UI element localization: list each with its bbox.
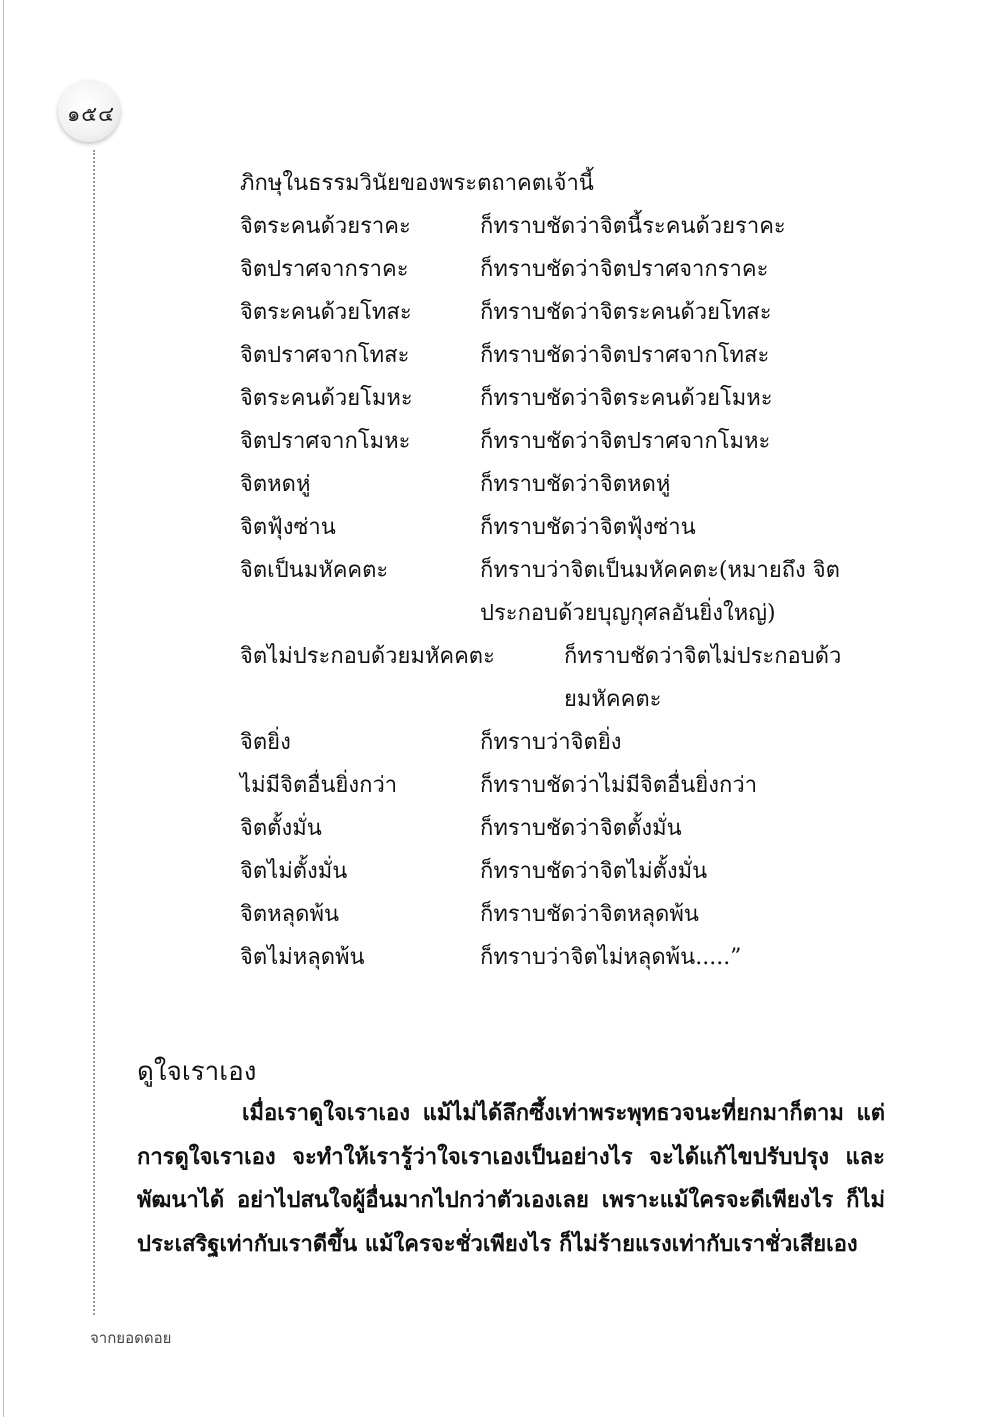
row-left: จิตปราศจากราคะ bbox=[240, 257, 409, 282]
quote-row bbox=[240, 850, 940, 893]
quote-row bbox=[240, 334, 940, 377]
quote-intro: ภิกษุในธรรมวินัยของพระตถาคตเจ้านี้ bbox=[240, 171, 594, 196]
section-title: ดูใจเราเอง bbox=[137, 1056, 257, 1087]
row-left: จิตหดหู่ bbox=[240, 472, 311, 497]
quote-row bbox=[240, 291, 940, 334]
quote-block bbox=[240, 162, 940, 979]
row-right: ก็ทราบชัดว่าจิตปราศจากราคะ bbox=[480, 257, 769, 282]
quote-row bbox=[240, 807, 940, 850]
row-left: ไม่มีจิตอื่นยิ่งกว่า bbox=[240, 773, 398, 798]
quote-row bbox=[240, 205, 940, 248]
quote-row bbox=[240, 377, 940, 420]
row-right: ก็ทราบชัดว่าจิตปราศจากโทสะ bbox=[480, 343, 770, 368]
row-left: จิตระคนด้วยราคะ bbox=[240, 214, 411, 239]
row-right: ก็ทราบชัดว่าจิตหดหู่ bbox=[480, 472, 671, 497]
row-right: ก็ทราบชัดว่าจิตไม่ประกอบด้วยมหัคคตะ bbox=[564, 644, 842, 712]
row-right: ก็ทราบว่าจิตยิ่ง bbox=[480, 730, 622, 755]
row-right: ก็ทราบชัดว่าไม่มีจิตอื่นยิ่งกว่า bbox=[480, 773, 758, 798]
row-left: จิตไม่หลุดพ้น bbox=[240, 945, 365, 970]
quote-row bbox=[240, 936, 940, 979]
footer-book-title: จากยอดดอย bbox=[90, 1329, 172, 1347]
body-paragraph: เมื่อเราดูใจเราเอง แม้ไม่ได้ลึกซึ้งเท่าพระพุทธวจนะที่ยกมาก็ตาม แต่การดูใจเราเอง จะทำให้เรารู้ว่าใจเราเองเป็นอย่างไร จะได้แก้ไขปรับปรุง และพัฒนาได้ อย่าไปสนใจผู้อื่นมากไปกว่าตัวเองเลย เพราะแม้ใครจะดีเพียงไร ก็ไม่ประเสริฐเท่ากับเราดีขึ้น แม้ใครจะชั่วเพียงไร ก็ไม่ร้ายแรงเท่ากับเราชั่วเสียเอง bbox=[137, 1100, 885, 1257]
row-right: ก็ทราบว่าจิตเป็นมหัคคตะ(หมายถึง จิตประกอบด้วยบุญกุศลอันยิ่งใหญ่) bbox=[480, 558, 840, 626]
quote-row bbox=[240, 420, 940, 463]
dotted-margin-rule bbox=[93, 150, 95, 1315]
row-left: จิตหลุดพ้น bbox=[240, 902, 339, 927]
row-left: จิตระคนด้วยโมหะ bbox=[240, 386, 413, 411]
row-right: ก็ทราบชัดว่าจิตระคนด้วยโมหะ bbox=[480, 386, 773, 411]
row-left: จิตไม่ประกอบด้วยมหัคคตะ bbox=[240, 644, 495, 669]
row-right: ก็ทราบชัดว่าจิตไม่ตั้งมั่น bbox=[480, 859, 708, 884]
row-left: จิตเป็นมหัคคตะ bbox=[240, 558, 389, 583]
row-right: ก็ทราบชัดว่าจิตระคนด้วยโทสะ bbox=[480, 300, 772, 325]
row-right: ก็ทราบว่าจิตไม่หลุดพ้น.....” bbox=[480, 945, 742, 970]
quote-row bbox=[240, 248, 940, 291]
row-right: ก็ทราบชัดว่าจิตหลุดพ้น bbox=[480, 902, 699, 927]
row-right: ก็ทราบชัดว่าจิตปราศจากโมหะ bbox=[480, 429, 771, 454]
page-edge-line bbox=[3, 0, 4, 1417]
row-left: จิตยิ่ง bbox=[240, 730, 291, 755]
row-left: จิตปราศจากโทสะ bbox=[240, 343, 410, 368]
quote-row bbox=[240, 764, 940, 807]
row-left: จิตปราศจากโมหะ bbox=[240, 429, 411, 454]
quote-row bbox=[240, 635, 940, 721]
quote-row bbox=[240, 463, 940, 506]
row-left: จิตระคนด้วยโทสะ bbox=[240, 300, 412, 325]
quote-row bbox=[240, 506, 940, 549]
row-right: ก็ทราบชัดว่าจิตตั้งมั่น bbox=[480, 816, 682, 841]
page-number: ๑๕๔ bbox=[66, 102, 116, 126]
row-left: จิตไม่ตั้งมั่น bbox=[240, 859, 348, 884]
quote-row bbox=[240, 549, 940, 635]
row-right: ก็ทราบชัดว่าจิตนี้ระคนด้วยราคะ bbox=[480, 214, 786, 239]
row-left: จิตฟุ้งซ่าน bbox=[240, 515, 336, 540]
row-right: ก็ทราบชัดว่าจิตฟุ้งซ่าน bbox=[480, 515, 696, 540]
quote-row bbox=[240, 893, 940, 936]
row-left: จิตตั้งมั่น bbox=[240, 816, 322, 841]
quote-row bbox=[240, 721, 940, 764]
